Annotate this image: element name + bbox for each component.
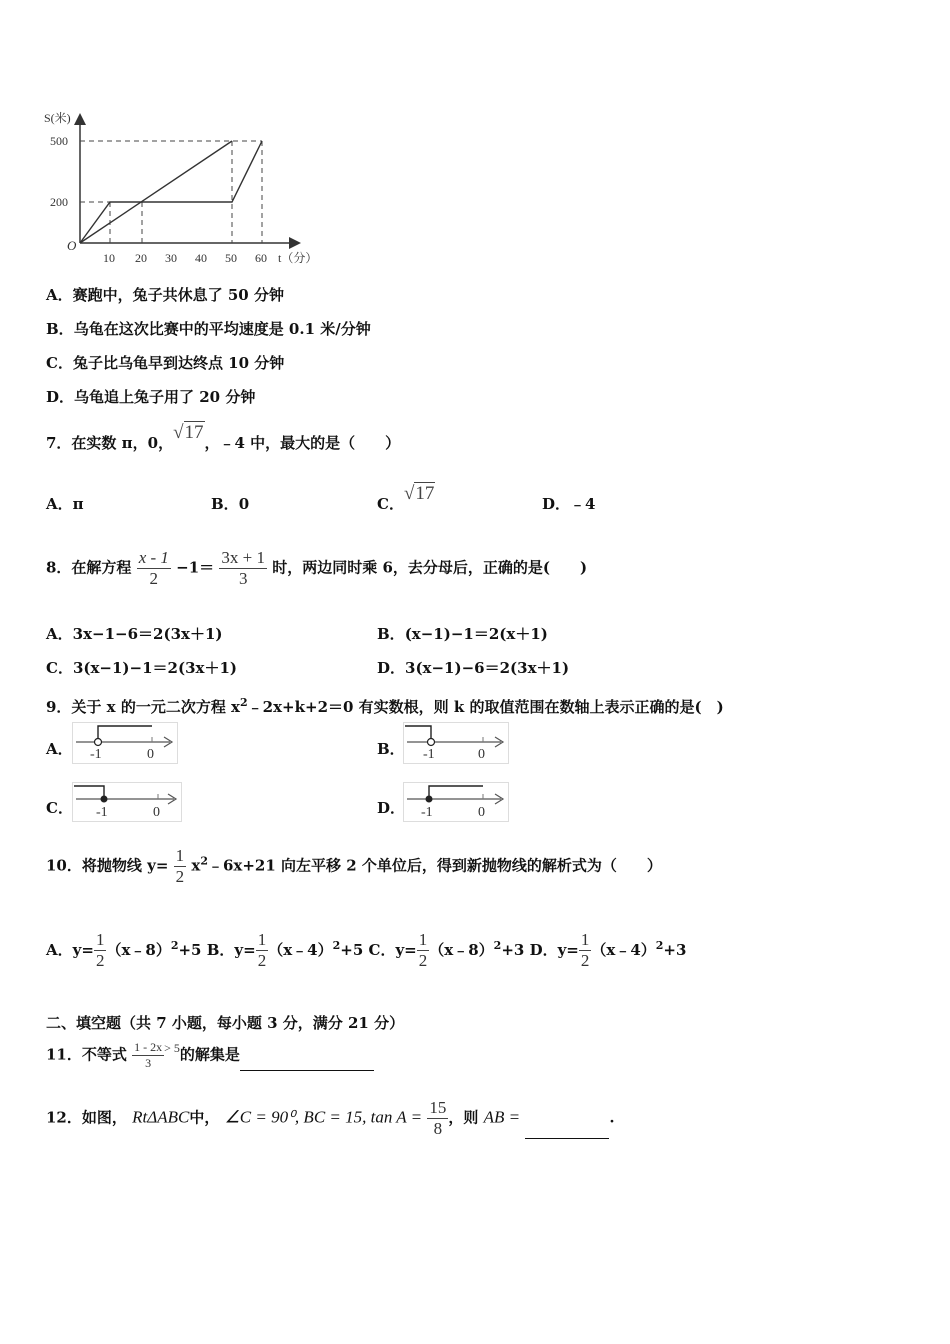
svg-text:0: 0	[478, 805, 485, 820]
turtle-path	[80, 141, 232, 243]
svg-text:-1: -1	[96, 805, 108, 820]
q10-option-a: A．y= $\frac{1}{2}$ （x﹣8）$^2$+5	[46, 930, 202, 970]
q9-number-line-a	[72, 722, 178, 764]
q12-answer-blank[interactable]	[525, 1124, 609, 1139]
x-tick-30: 30	[165, 251, 177, 265]
distance-time-graph	[40, 100, 330, 270]
q11-fraction: $\frac{1 - 2x}{3}$	[134, 1040, 163, 1070]
x-tick-10: 10	[103, 251, 115, 265]
q8-fraction-2: $\frac{3x + 1}{3}$	[221, 548, 265, 588]
q7-option-d: D．﹣4	[542, 495, 596, 513]
svg-text:0: 0	[147, 747, 154, 762]
q10-option-c: C．y= $\frac{1}{2}$ （x﹣8）$^2$+3	[368, 930, 525, 970]
svg-text:0: 0	[153, 805, 160, 820]
section-2-title: 二、填空题（共 7 小题，每小题 3 分，满分 21 分）	[46, 1014, 405, 1032]
q7-option-c: C．√17	[377, 483, 435, 513]
q6-option-b: B．乌龟在这次比赛中的平均速度是 0.1 米/分钟	[46, 320, 371, 338]
q9-stem: 9．关于 x 的一元二次方程 $x^2﹣2x+k+2=0$ 有实数根，则 k 的取值范围在数轴上表示正确的是( )	[46, 696, 724, 716]
q9-option-d-label: D．	[377, 799, 406, 817]
x-axis-label: t（分）	[278, 251, 318, 265]
q12-stem: 12．如图， RtΔABC中， ∠C = 90⁰, BC = 15, tan A = $\frac{15}{8}$ ，则 AB = .	[46, 1098, 615, 1138]
q10-stem: 10．将抛物线 y= $\frac{1}{2}$ $x^2﹣6x+21$ 向左平移 2 个单位后，得到新抛物线的解析式为（ ）	[46, 846, 662, 886]
sqrt-17: √17	[173, 422, 204, 443]
q9-option-b-label: B．	[377, 740, 405, 758]
x-tick-60: 60	[255, 251, 267, 265]
q7-stem: 7．在实数 π，0，√17，﹣4 中，最大的是（ ）	[46, 422, 401, 452]
q6-option-d: D．乌龟追上兔子用了 20 分钟	[46, 388, 256, 406]
q10-option-b: B．y= $\frac{1}{2}$ （x﹣4）$^2$+5	[206, 930, 364, 970]
y-tick-200: 200	[50, 195, 68, 209]
q8-stem: 8．在解方程 $\frac{x - 1}{2}$ −1＝ $\frac{3x + 1}{3}$ 时，两边同时乘 6，去分母后，正确的是( )	[46, 548, 588, 588]
q8-option-d: D．3(x−1)−6＝2(3x＋1)	[377, 659, 570, 677]
q9-option-c-label: C．	[46, 799, 73, 817]
q11-stem: 11．不等式 $\frac{1 - 2x}{3}$ $^{> 5}$的解集是	[46, 1040, 374, 1071]
x-tick-50: 50	[225, 251, 237, 265]
q7-option-a: A．π	[46, 495, 84, 513]
q9-number-line-c	[72, 782, 182, 822]
origin-label: O	[67, 238, 77, 253]
q9-number-line-d	[403, 782, 509, 822]
y-tick-500: 500	[50, 134, 68, 148]
q6-option-a: A．赛跑中，兔子共休息了 50 分钟	[46, 286, 284, 304]
q8-option-c: C．3(x−1)−1＝2(3x＋1)	[46, 659, 237, 677]
q8-option-b: B．(x−1)−1＝2(x＋1)	[377, 625, 548, 643]
q10-fraction: $\frac{1}{2}$	[175, 846, 185, 886]
q11-answer-blank[interactable]	[240, 1056, 374, 1071]
q10-option-d: D．y= $\frac{1}{2}$ （x﹣4）$^2$+3	[529, 930, 687, 970]
rabbit-path	[80, 141, 262, 243]
y-axis-label: S(米)	[44, 111, 71, 125]
q7-option-b: B．0	[211, 495, 250, 513]
q10-options-row	[46, 930, 686, 971]
svg-text:-1: -1	[90, 747, 102, 762]
svg-text:0: 0	[478, 747, 485, 762]
x-tick-40: 40	[195, 251, 207, 265]
q9-option-a-label: A．	[46, 740, 73, 758]
x-tick-20: 20	[135, 251, 147, 265]
svg-text:-1: -1	[423, 747, 435, 762]
svg-text:-1: -1	[421, 805, 433, 820]
q9-number-line-b	[403, 722, 509, 764]
q8-option-a: A．3x−1−6＝2(3x＋1)	[46, 625, 223, 643]
q8-fraction-1: $\frac{x - 1}{2}$	[138, 548, 169, 588]
q12-fraction: $\frac{15}{8}$	[429, 1098, 447, 1138]
q6-option-c: C．兔子比乌龟早到达终点 10 分钟	[46, 354, 285, 372]
